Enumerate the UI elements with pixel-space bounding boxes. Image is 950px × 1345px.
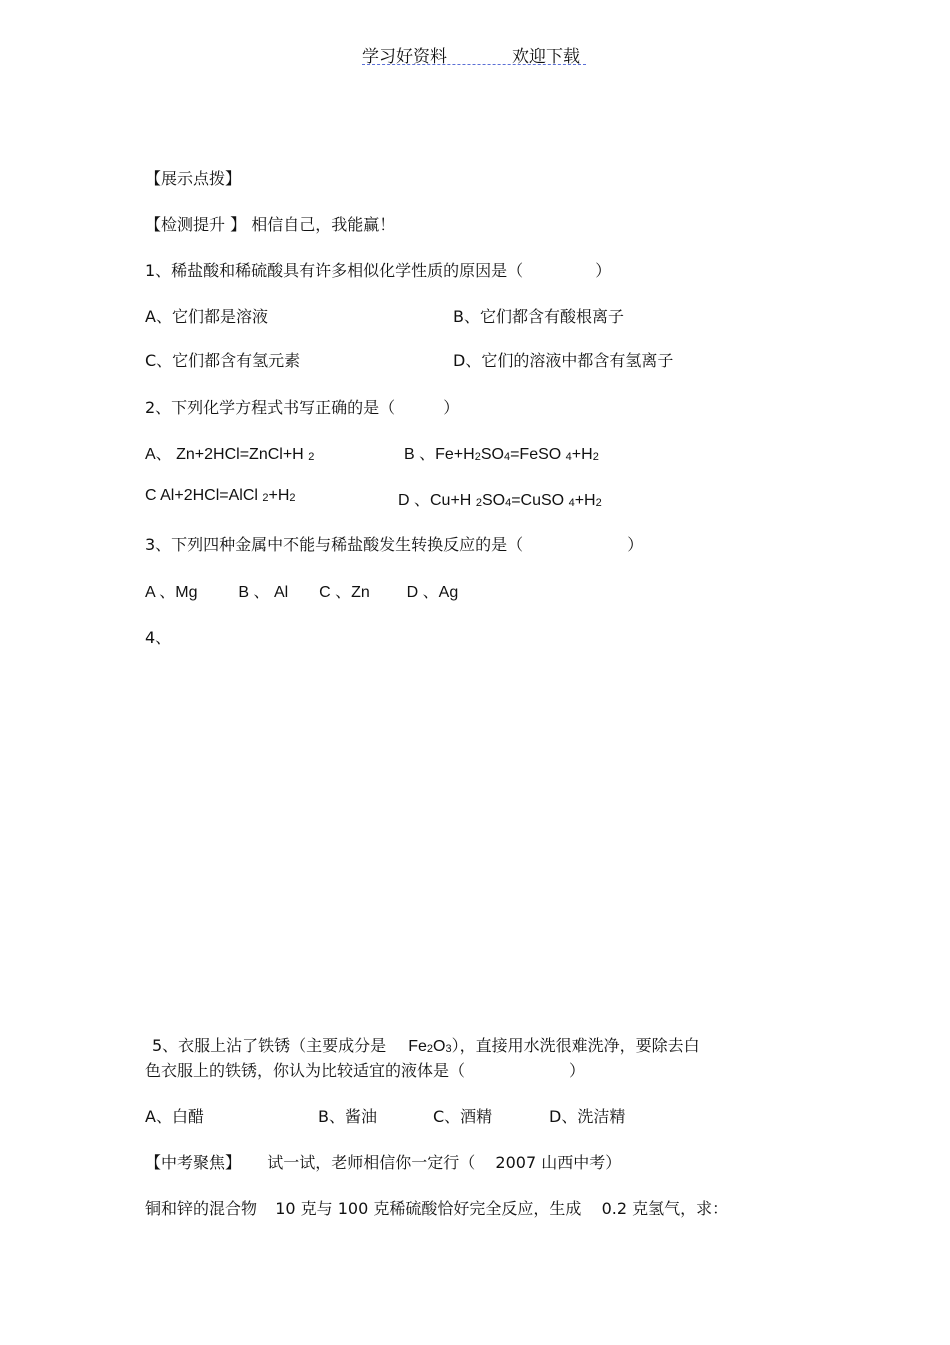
q5-option-d: D、洗洁精 bbox=[549, 1107, 626, 1126]
q1-stem bbox=[145, 258, 611, 281]
section-show: 【展示点拨】 bbox=[145, 169, 242, 188]
q5-o: O bbox=[432, 1038, 446, 1055]
problem-part-a: 铜和锌的混合物 bbox=[145, 1199, 258, 1218]
q3-option-a: A 、Mg bbox=[145, 584, 198, 601]
q5-line1-pre: 5、衣服上沾了铁锈（主要成分是 bbox=[152, 1036, 387, 1055]
q2-close: ） bbox=[443, 398, 460, 417]
q2-stem-text: 2、下列化学方程式书写正确的是（ bbox=[145, 398, 396, 417]
q1-option-b: B、它们都含有酸根离子 bbox=[453, 307, 624, 326]
q2-b-sub4: 2 bbox=[592, 451, 599, 463]
q2-c-pre: C Al+2HCl=AlCl bbox=[145, 487, 258, 504]
q5-fe-sub: 2 bbox=[426, 1043, 433, 1055]
problem-text bbox=[145, 1196, 728, 1219]
q5-option-c: C、酒精 bbox=[433, 1107, 493, 1126]
q2-b-mid: SO bbox=[480, 446, 504, 463]
q3-option-b: B 、 Al bbox=[238, 584, 289, 601]
q2-option-a bbox=[145, 441, 314, 464]
q2-b-end: +H bbox=[571, 446, 593, 463]
header-right: 欢迎下载 bbox=[512, 47, 580, 67]
q2-d-pre: D 、Cu+H bbox=[398, 492, 472, 509]
q5-o-sub: 3 bbox=[445, 1043, 452, 1055]
problem-part-b: 10 克与 bbox=[275, 1199, 333, 1218]
q2-d-mid: SO bbox=[481, 492, 506, 509]
q2-b-pre: B 、Fe+H bbox=[404, 446, 475, 463]
q5-line1-post: ），直接用水洗很难洗净，要除去白 bbox=[451, 1036, 700, 1055]
q2-b-mid2: =FeSO bbox=[510, 446, 562, 463]
q2-option-b bbox=[404, 441, 599, 464]
q3-stem bbox=[145, 532, 643, 555]
q3-close: ） bbox=[627, 535, 644, 554]
q2-d-sub1: 2 bbox=[475, 497, 482, 509]
q5-line2 bbox=[145, 1058, 585, 1081]
problem-part-d: 0.2 克氢气，求： bbox=[601, 1199, 729, 1218]
page-header bbox=[362, 42, 586, 65]
q2-d-sub3: 4 bbox=[568, 497, 575, 509]
q4-stem: 4、 bbox=[145, 628, 172, 647]
q3-option-c: C 、Zn bbox=[319, 584, 370, 601]
q2-b-sub1: 2 bbox=[474, 451, 481, 463]
q2-b-sub2: 4 bbox=[503, 451, 511, 463]
q2-a-sub: 2 bbox=[308, 451, 315, 463]
exam-year: 2007 山西中考） bbox=[495, 1153, 622, 1172]
q3-option-d: D 、Ag bbox=[406, 584, 459, 601]
q5-line2-text: 色衣服上的铁锈，你认为比较适宜的液体是（ bbox=[145, 1061, 466, 1080]
q5-option-b: B、酱油 bbox=[318, 1107, 377, 1126]
exam-focus bbox=[145, 1150, 621, 1173]
q5-line1 bbox=[152, 1033, 700, 1056]
problem-part-c: 100 克稀硫酸恰好完全反应，生成 bbox=[337, 1199, 582, 1218]
section-test bbox=[145, 212, 395, 235]
section-test-motto: 相信自己，我能赢！ bbox=[251, 215, 396, 234]
q2-b-sub3: 4 bbox=[565, 451, 572, 463]
q2-c-sub1: 2 bbox=[262, 492, 269, 504]
q2-option-d bbox=[398, 487, 602, 510]
q1-stem-text: 1、稀盐酸和稀硫酸具有许多相似化学性质的原因是（ bbox=[145, 261, 524, 280]
section-test-title: 【检测提升 】 bbox=[145, 215, 247, 234]
q2-d-sub2: 4 bbox=[505, 497, 512, 509]
q2-stem bbox=[145, 395, 459, 418]
q1-close: ） bbox=[595, 261, 612, 280]
q2-option-c bbox=[145, 487, 296, 505]
q2-d-end: +H bbox=[574, 492, 596, 509]
q3-options bbox=[145, 579, 458, 602]
q3-stem-text: 3、下列四种金属中不能与稀盐酸发生转换反应的是（ bbox=[145, 535, 524, 554]
header-left: 学习好资料 bbox=[362, 47, 447, 67]
q2-c-sub2: 2 bbox=[289, 492, 296, 504]
q1-option-d: D、它们的溶液中都含有氢离子 bbox=[453, 351, 674, 370]
q5-close: ） bbox=[569, 1061, 586, 1080]
exam-title: 【中考聚焦】 bbox=[145, 1153, 242, 1172]
q2-a-text: A、 Zn+2HCl=ZnCl+H bbox=[145, 446, 304, 463]
q1-option-c: C、它们都含有氢元素 bbox=[145, 351, 301, 370]
q1-option-a: A、它们都是溶液 bbox=[145, 307, 268, 326]
q2-d-mid2: =CuSO bbox=[511, 492, 565, 509]
q2-c-mid: +H bbox=[268, 487, 290, 504]
q2-d-sub4: 2 bbox=[595, 497, 602, 509]
exam-text: 试一试，老师相信你一定行（ bbox=[267, 1153, 476, 1172]
q5-option-a: A、白醋 bbox=[145, 1107, 204, 1126]
q5-fe: Fe bbox=[408, 1038, 427, 1055]
